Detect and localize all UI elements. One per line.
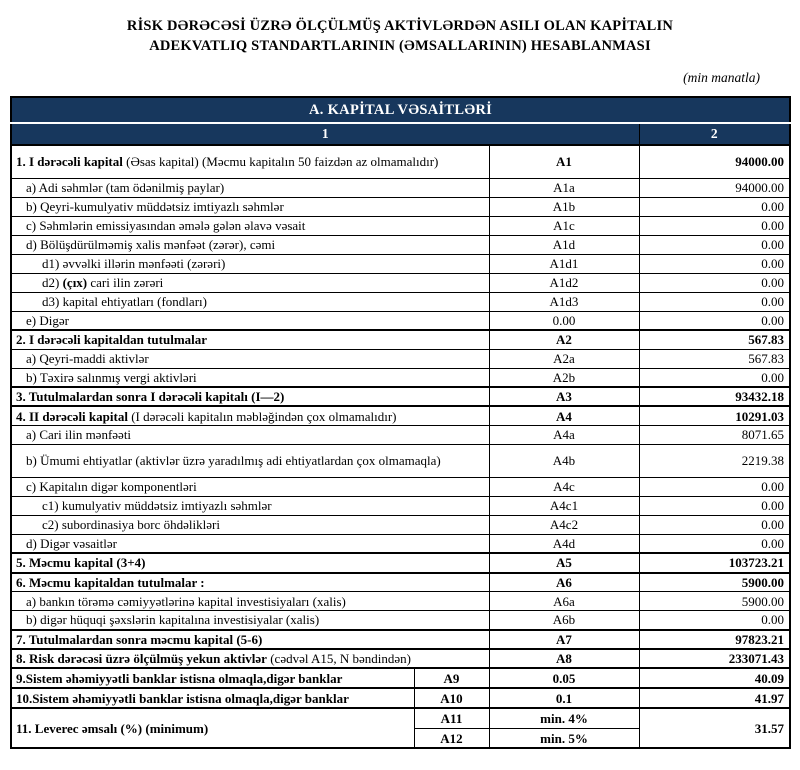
row-label-text: c1) kumulyativ müddətsiz imtiyazlı səhmlər <box>42 498 272 514</box>
row-code-cell: A1d2 <box>489 273 639 292</box>
row-code-cell: A1d <box>489 235 639 254</box>
row-label-bold: 4. II dərəcəli kapital <box>16 408 128 424</box>
row-value-cell: 0.00 <box>639 216 790 235</box>
row-code-cell: A4c1 <box>489 496 639 515</box>
row-code-cell: A2b <box>489 368 639 387</box>
table-row <box>11 387 790 406</box>
row-label-cell <box>11 216 489 235</box>
row-label-text: d) Digər vəsaitlər <box>26 536 117 552</box>
row-label-text: cari ilin zərəri <box>87 274 164 290</box>
row-code-cell: A9 <box>414 668 489 688</box>
row-label-text: a) bankın törəmə cəmiyyətlərinə kapital investisiyaları (xalis) <box>26 593 346 609</box>
row-value-cell: 31.57 <box>639 708 790 748</box>
table-row <box>11 534 790 553</box>
row-label-bold: 11. Leverec əmsalı (%) (minimum) <box>16 720 209 736</box>
row-value-cell: 233071.43 <box>639 649 790 668</box>
column-header-2: 2 <box>639 123 790 145</box>
row-value-cell: 94000.00 <box>639 145 790 178</box>
document-title-line1: RİSK DƏRƏCƏSİ ÜZRƏ ÖLÇÜLMÜŞ AKTİVLƏRDƏN ASILI OLAN KAPİTALIN <box>126 18 674 34</box>
row-label-cell <box>11 649 489 668</box>
row-label-bold: 8. Risk dərəcəsi üzrə ölçülmüş yekun aktivlər <box>16 651 267 667</box>
row-code-cell: A6b <box>489 611 639 630</box>
row-label-cell <box>11 688 414 708</box>
row-value-cell: 10291.03 <box>639 406 790 425</box>
row-label-cell <box>11 515 489 534</box>
row-label-text: b) Ümumi ehtiyatlar (aktivlər üzrə yaradılmış adi ehtiyatlardan çox olmamaqla) <box>26 453 441 469</box>
row-code-cell: A8 <box>489 649 639 668</box>
row-value-cell: 0.00 <box>639 477 790 496</box>
row-code-cell: A11 <box>414 708 489 728</box>
row-value-cell: 0.00 <box>639 292 790 311</box>
row-label-cell <box>11 368 489 387</box>
row-code-cell: A4 <box>489 406 639 425</box>
row-code-cell: 0.00 <box>489 311 639 330</box>
row-label-bold: 1. I dərəcəli kapital <box>16 154 123 170</box>
table-section-header-row <box>11 97 790 123</box>
table-row <box>11 349 790 368</box>
row-value-cell: 5900.00 <box>639 573 790 592</box>
row-label-cell <box>11 668 414 688</box>
table-row <box>11 178 790 197</box>
row-label-cell <box>11 235 489 254</box>
row-code-cell: A2 <box>489 330 639 349</box>
row-label-cell <box>11 496 489 515</box>
row-label-cell <box>11 592 489 611</box>
table-row <box>11 145 790 178</box>
row-label-cell <box>11 534 489 553</box>
row-value-cell: 97823.21 <box>639 630 790 649</box>
row-value-cell: 0.00 <box>639 197 790 216</box>
row-label-text: a) Cari ilin mənfəəti <box>26 427 132 443</box>
row-label-text: (Əsas kapital) (Məcmu kapitalın 50 faizdən az olmamalıdır) <box>122 154 439 170</box>
row-value-cell: 0.00 <box>639 496 790 515</box>
table-row <box>11 553 790 572</box>
row-ratio-cell: 0.05 <box>489 668 639 688</box>
row-label-bold: 3. Tutulmalardan sonra I dərəcəli kapitalı (I—2) <box>16 389 285 405</box>
row-value-cell: 0.00 <box>639 611 790 630</box>
table-row <box>11 197 790 216</box>
row-value-cell: 0.00 <box>639 254 790 273</box>
unit-note: (min manatla) <box>683 70 760 86</box>
row-label-bold: 2. I dərəcəli kapitaldan tutulmalar <box>16 332 208 348</box>
row-label-cell <box>11 349 489 368</box>
table-row <box>11 292 790 311</box>
table-column-header-row <box>11 123 790 145</box>
row-value-cell: 94000.00 <box>639 178 790 197</box>
row-label-cell <box>11 444 489 477</box>
row-code-cell: A3 <box>489 387 639 406</box>
row-label-text: b) digər hüquqi şəxslərin kapitalına investisiyalar (xalis) <box>26 612 320 628</box>
table-row <box>11 254 790 273</box>
row-label-bold: 6. Məcmu kapitaldan tutulmalar : <box>16 574 205 590</box>
row-label-text: a) Qeyri-maddi aktivlər <box>26 350 149 366</box>
row-code-cell: A1 <box>489 145 639 178</box>
row-label-text: b) Qeyri-kumulyativ müddətsiz imtiyazlı səhmlər <box>26 198 284 214</box>
row-label-text: d3) kapital ehtiyatları (fondları) <box>42 293 207 309</box>
row-value-cell: 5900.00 <box>639 592 790 611</box>
row-label-cell <box>11 145 489 178</box>
row-label-text: c) Səhmlərin emissiyasından əmələ gələn əlavə vəsait <box>26 217 306 233</box>
row-code-cell: A4c2 <box>489 515 639 534</box>
row-label-cell <box>11 273 489 292</box>
table-row <box>11 216 790 235</box>
row-label-text: (cədvəl A15, N bəndindən) <box>266 651 412 667</box>
row-label-cell <box>11 708 414 748</box>
table-row <box>11 477 790 496</box>
row-value-cell: 93432.18 <box>639 387 790 406</box>
table-row <box>11 688 790 708</box>
row-label-text: d) Bölüşdürülməmiş xalis mənfəət (zərər), cəmi <box>26 236 276 252</box>
row-label-cell <box>11 573 489 592</box>
row-label-text: (I dərəcəli kapitalın məbləğindən çox olmamalıdır) <box>127 408 397 424</box>
row-label-cell <box>11 477 489 496</box>
row-ratio-cell: min. 5% <box>489 728 639 748</box>
row-label-cell <box>11 197 489 216</box>
row-value-cell: 0.00 <box>639 273 790 292</box>
row-code-cell: A1d3 <box>489 292 639 311</box>
row-label-cell <box>11 178 489 197</box>
capital-table-body <box>11 145 790 748</box>
row-code-cell: A4b <box>489 444 639 477</box>
row-code-cell: A1b <box>489 197 639 216</box>
row-label-cell <box>11 611 489 630</box>
row-label-cell <box>11 311 489 330</box>
table-row <box>11 444 790 477</box>
row-label-pre: d2) <box>42 274 63 290</box>
row-label-text: a) Adi səhmlər (tam ödənilmiş paylar) <box>26 179 225 195</box>
document-title <box>0 17 800 56</box>
row-code-cell: A10 <box>414 688 489 708</box>
row-label-text: b) Təxirə salınmış vergi aktivləri <box>26 369 197 385</box>
row-label-text: c) Kapitalın digər komponentləri <box>26 479 197 495</box>
row-label-cell <box>11 387 489 406</box>
row-value-cell: 0.00 <box>639 235 790 254</box>
row-code-cell: A4c <box>489 477 639 496</box>
row-value-cell: 2219.38 <box>639 444 790 477</box>
row-code-cell: A5 <box>489 553 639 572</box>
table-row <box>11 235 790 254</box>
table-row <box>11 592 790 611</box>
row-value-cell: 41.97 <box>639 688 790 708</box>
table-row <box>11 611 790 630</box>
row-label-cell <box>11 553 489 572</box>
table-row <box>11 649 790 668</box>
row-label-text: c2) subordinasiya borc öhdəlikləri <box>42 517 220 533</box>
table-row <box>11 425 790 444</box>
row-label-cell <box>11 406 489 425</box>
table-row <box>11 273 790 292</box>
capital-table <box>10 96 791 749</box>
row-value-cell: 103723.21 <box>639 553 790 572</box>
row-label-cell <box>11 254 489 273</box>
row-code-cell: A4a <box>489 425 639 444</box>
table-row <box>11 311 790 330</box>
document-title-line2: ADEKVATLIQ STANDARTLARININ (ƏMSALLARININ) HESABLANMASI <box>149 37 651 54</box>
column-header-1: 1 <box>11 123 639 145</box>
table-row <box>11 573 790 592</box>
row-code-cell: A7 <box>489 630 639 649</box>
row-code-cell: A2a <box>489 349 639 368</box>
row-value-cell: 0.00 <box>639 515 790 534</box>
row-label-text: d1) əvvəlki illərin mənfəəti (zərəri) <box>42 255 226 271</box>
row-code-cell: A1c <box>489 216 639 235</box>
table-row <box>11 368 790 387</box>
row-value-cell: 567.83 <box>639 349 790 368</box>
row-value-cell: 8071.65 <box>639 425 790 444</box>
row-label-bold: (çıx) <box>62 274 88 290</box>
row-code-cell: A12 <box>414 728 489 748</box>
row-value-cell: 0.00 <box>639 368 790 387</box>
table-row <box>11 406 790 425</box>
row-value-cell: 0.00 <box>639 311 790 330</box>
row-value-cell: 40.09 <box>639 668 790 688</box>
row-code-cell: A4d <box>489 534 639 553</box>
table-row <box>11 708 790 728</box>
row-label-cell <box>11 630 489 649</box>
table-section-header: A. KAPİTAL VƏSAİTLƏRİ <box>11 97 790 123</box>
row-code-cell: A6 <box>489 573 639 592</box>
row-label-cell <box>11 292 489 311</box>
row-ratio-cell: min. 4% <box>489 708 639 728</box>
row-label-bold: 5. Məcmu kapital (3+4) <box>16 555 146 571</box>
row-code-cell: A1d1 <box>489 254 639 273</box>
row-ratio-cell: 0.1 <box>489 688 639 708</box>
row-value-cell: 0.00 <box>639 534 790 553</box>
table-row <box>11 515 790 534</box>
table-row <box>11 630 790 649</box>
row-label-bold: 7. Tutulmalardan sonra məcmu kapital (5-6) <box>16 631 263 647</box>
row-code-cell: A6a <box>489 592 639 611</box>
row-label-bold: 10.Sistem əhəmiyyətli banklar istisna olmaqla,digər banklar <box>16 690 349 706</box>
table-row <box>11 496 790 515</box>
row-code-cell: A1a <box>489 178 639 197</box>
row-label-text: e) Digər <box>26 312 69 328</box>
row-label-cell <box>11 330 489 349</box>
table-row <box>11 330 790 349</box>
row-label-bold: 9.Sistem əhəmiyyətli banklar istisna olmaqla,digər banklar <box>16 670 343 686</box>
row-label-cell <box>11 425 489 444</box>
table-row <box>11 668 790 688</box>
row-value-cell: 567.83 <box>639 330 790 349</box>
